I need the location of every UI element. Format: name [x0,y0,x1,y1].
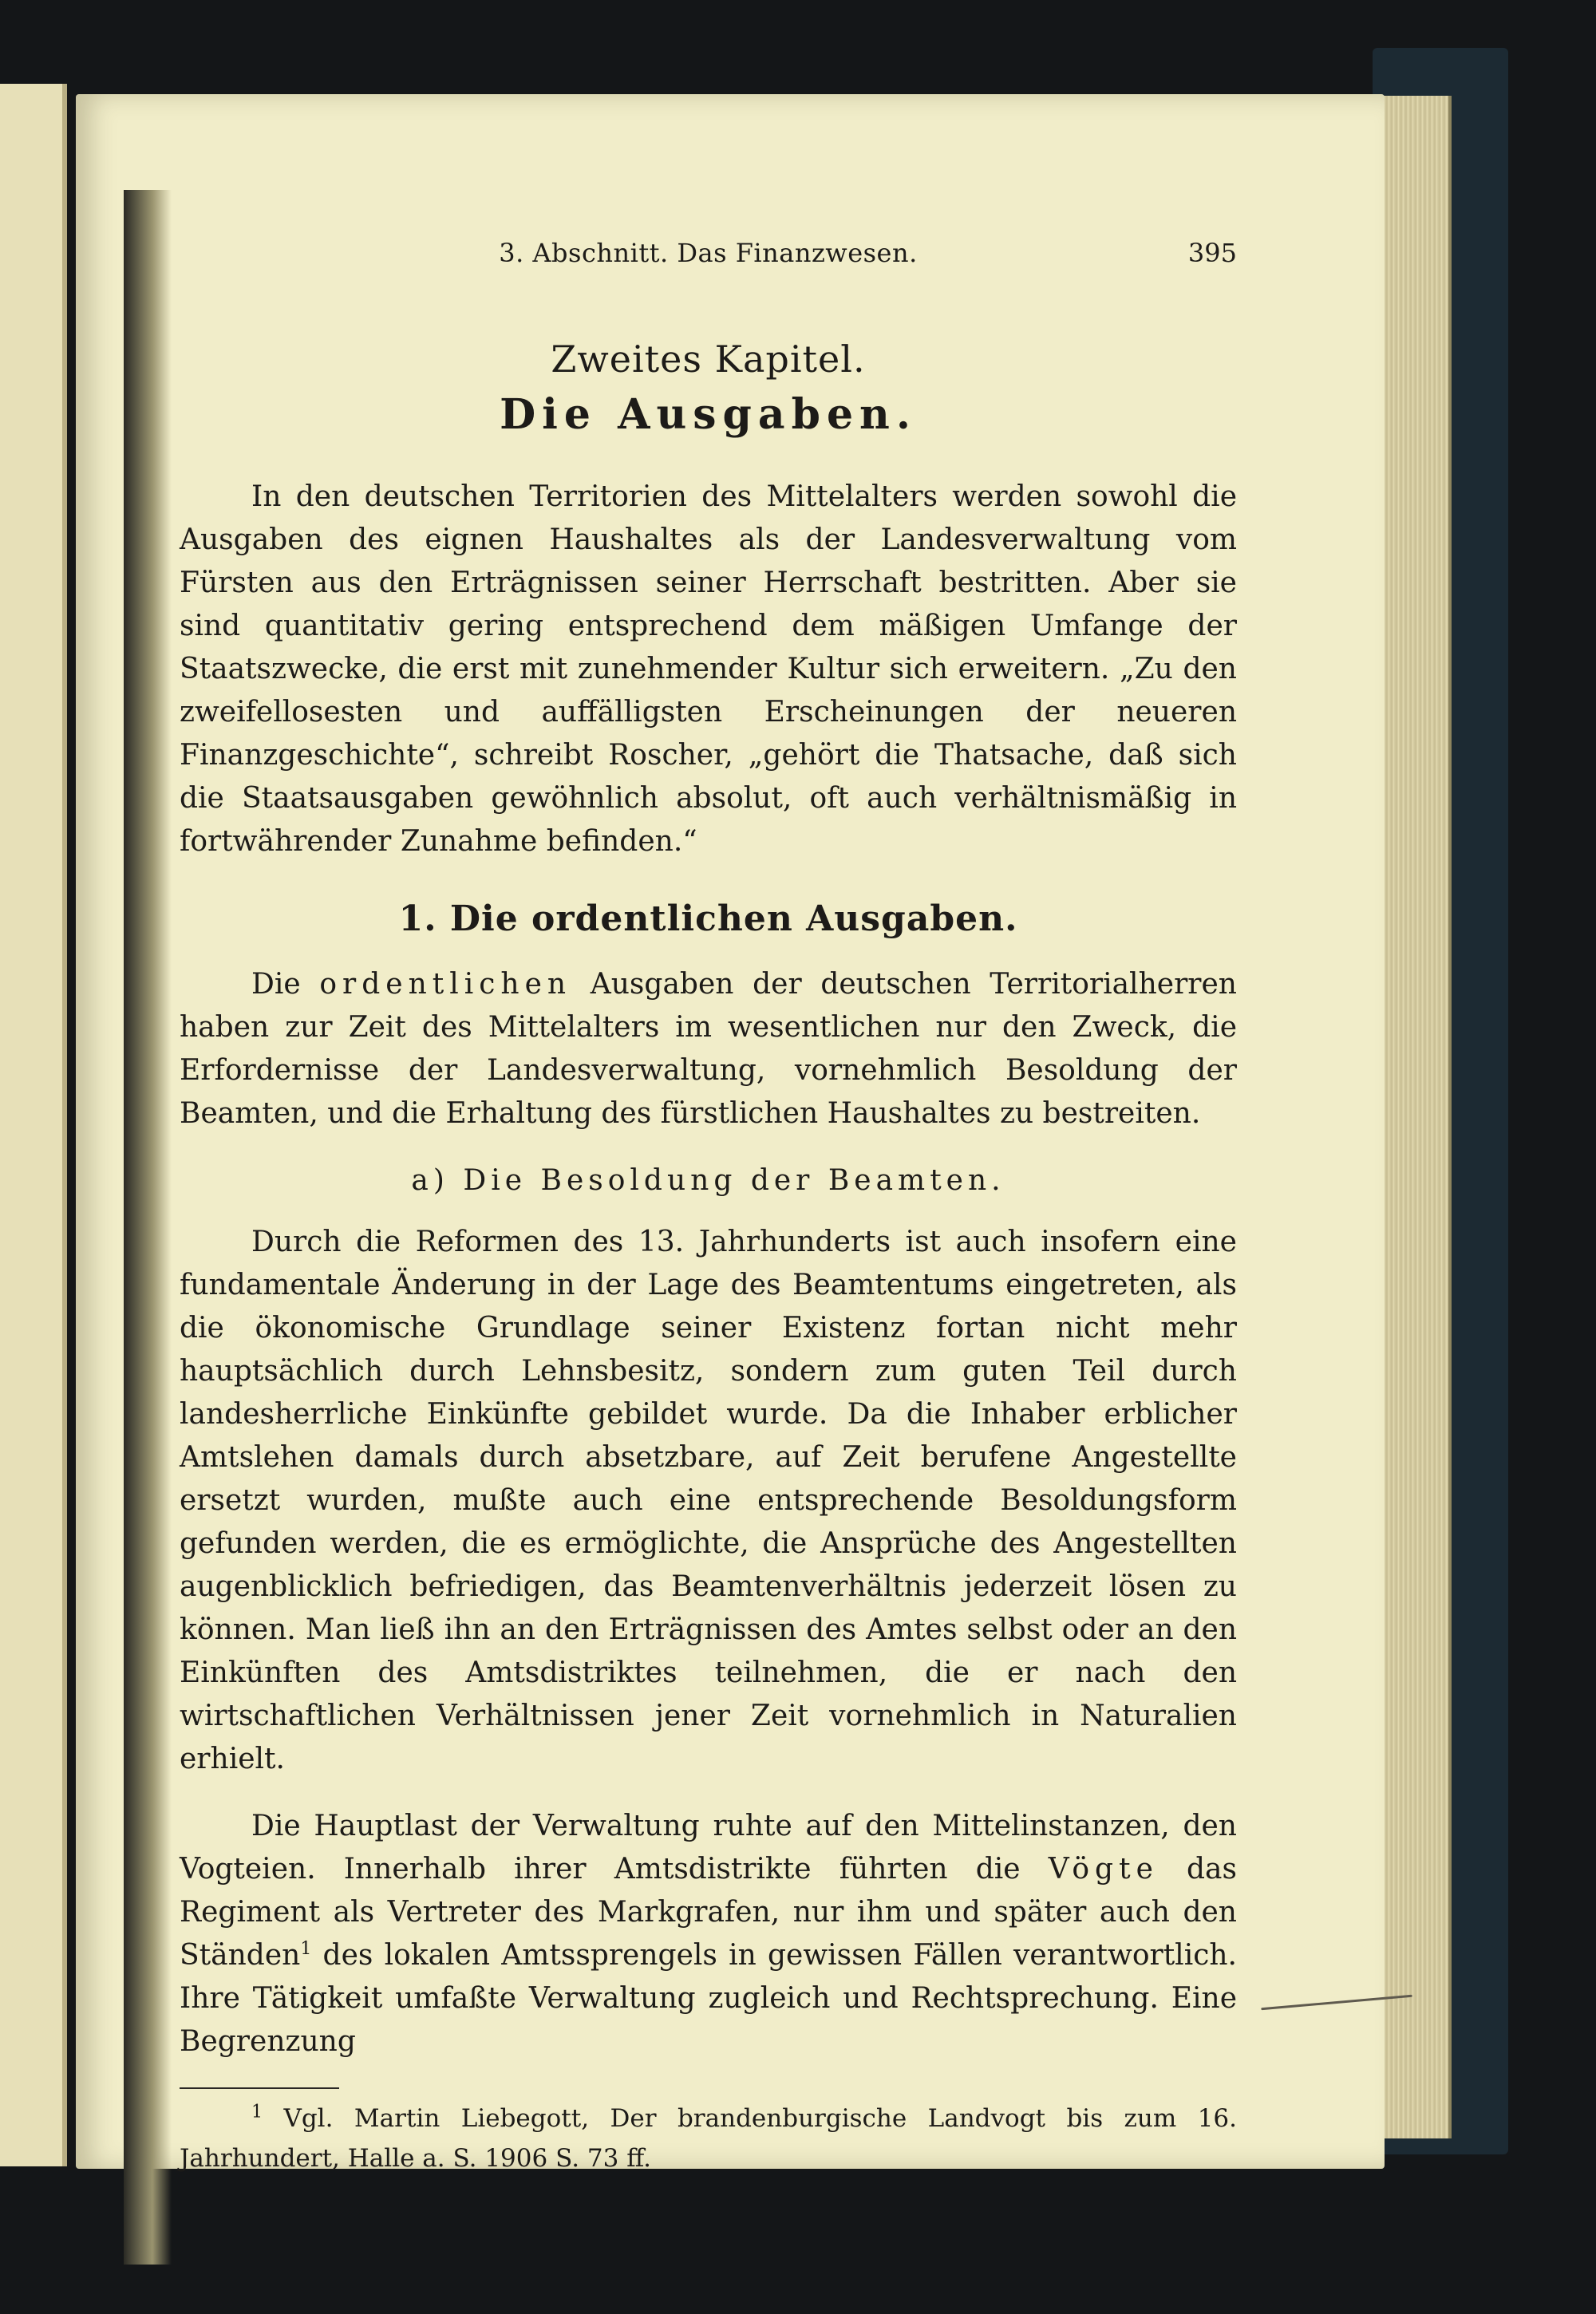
subsection-paragraph-2 [180,1805,1237,2063]
section-paragraph-rest: Ausgaben der deutschen Territorialherren haben zur Zeit des Mittelalters im wesentlichen nur den Zweck, die Erfordernisse der Landesverwaltung, vornehmlich Besoldung der Beamten, und die Erhaltung des fürstlichen Haushaltes zu bestreiten. [180,968,1237,1130]
subsection-label: a) [411,1164,449,1197]
running-head-title: 3. Abschnitt. Das Finanzwesen. [499,238,918,268]
footnote-reference: 1 [300,1939,312,1959]
running-head [180,238,1237,294]
section-paragraph-emphasis: ordentlichen [319,968,572,1001]
previous-page-edge [0,84,67,2166]
footnote [180,2099,1237,2178]
chapter-subtitle: Die Ausgaben. [500,390,917,439]
paragraph-2-part-2: das Regiment als Vertreter des Markgrafen, nur ihm und später auch den Ständen [180,1853,1237,1972]
subsection-paragraph-1: Durch die Reformen des 13. Jahrhunderts ist auch insofern eine fundamentale Änderung in der Lage des Beamtentums eingetreten, als die ökonomische Grundlage seiner Existenz fortan nicht mehr hauptsächlich durch Lehnsbesitz, sondern zum guten Teil durch landesherrliche Einkünfte gebildet wurde. Da die Inhaber erblicher Amtslehen damals durch absetzbare, auf Zeit berufene Angestellte ersetzt wurden, mußte auch eine entsprechende Besoldungsform gefunden werden, die es ermöglichte, die Ansprüche des Angestellten augenblicklich befriedigen, das Beamtenverhältnis jederzeit lösen zu können. Man ließ ihn an den Erträgnissen des Amtes selbst oder an den Einkünften des Amtsdistriktes teilnehmen, die er nach den wirtschaftlichen Verhältnissen jener Zeit vornehmlich in Naturalien erhielt. [180,1226,1237,1775]
text-block [180,238,1237,2203]
page-number: 395 [1187,238,1237,268]
footnote-marker: 1 [251,2102,263,2122]
footnote-divider [180,2087,339,2089]
paragraph-2-part-3: des lokalen Amtssprengels in gewissen Fällen verantwortlich. Ihre Tätigkeit umfaßte Verwaltung zugleich und Rechtsprechung. Eine Begrenzung [180,1939,1237,2058]
section-paragraph [180,963,1237,1135]
intro-paragraph: In den deutschen Territorien des Mittelalters werden sowohl die Ausgaben des eignen Haushaltes als der Landesverwaltung vom Fürsten aus den Erträgnissen seiner Herrschaft bestritten. Aber sie sind quantitativ gering entsprechend dem mäßigen Umfange der Staatszwecke, die erst mit zunehmender Kultur sich erweitern. „Zu den zweifellosesten und auffälligsten Erscheinungen der neueren Finanzgeschichte“, schreibt Roscher, „gehört die Thatsache, daß sich die Staatsausgaben gewöhnlich absolut, oft auch verhältnismäßig in fortwährender Zunahme befinden.“ [180,480,1237,858]
paragraph-2-emphasis: Vögte [1048,1853,1159,1886]
book-page [76,94,1385,2173]
chapter-title: Zweites Kapitel. [551,338,866,381]
section-paragraph-lead: Die [251,968,301,1001]
paragraph-2-part-1: Die Hauptlast der Verwaltung ruhte auf den Mittelinstanzen, den Vogteien. Innerhalb ihrer Amtsdistrikte führten die [180,1810,1237,1886]
subsection-heading: Die Besoldung der Beamten. [463,1164,1005,1197]
section-title: 1. Die ordentlichen Ausgaben. [398,898,1018,939]
gutter-shadow [124,190,172,2265]
footnote-text: Vgl. Martin Liebegott, Der brandenburgische Landvogt bis zum 16. Jahrhundert, Halle a. S. 1906 S. 73 ff. [180,2104,1237,2173]
subsection-title [180,1164,1237,1197]
